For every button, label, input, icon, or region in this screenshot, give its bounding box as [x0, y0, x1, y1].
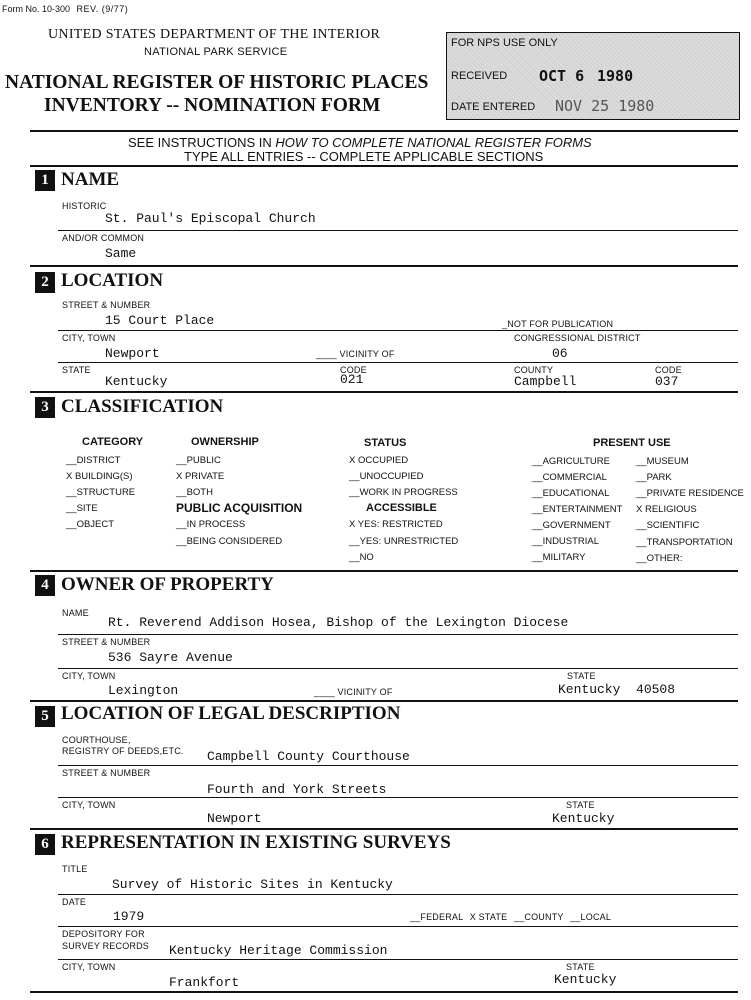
county-option: __COUNTY: [513, 912, 564, 922]
form-rev-text: REV. (9/77): [76, 4, 129, 14]
location-state-value: Kentucky: [105, 374, 168, 389]
section-4-number: 4: [35, 575, 55, 596]
present-use-option: __ENTERTAINMENT: [532, 504, 623, 515]
owner-state-label: STATE: [567, 671, 596, 681]
legal-state-value: Kentucky: [552, 811, 615, 826]
local-option: __LOCAL: [570, 912, 612, 922]
section-1-rule-b: [30, 265, 738, 267]
survey-date-label: DATE: [62, 897, 87, 907]
owner-vicinity: ____ VICINITY OF: [314, 687, 393, 697]
ownership-option: __PUBLIC: [176, 455, 221, 466]
ownership-heading: OWNERSHIP: [191, 436, 259, 448]
section-6-rule-a: [58, 894, 738, 895]
survey-state-label: STATE: [566, 962, 595, 972]
service-name: NATIONAL PARK SERVICE: [144, 46, 288, 58]
department-name: UNITED STATES DEPARTMENT OF THE INTERIOR: [48, 27, 381, 42]
present-use-option: X RELIGIOUS: [636, 504, 697, 515]
federal-option: __FEDERAL: [410, 912, 463, 922]
owner-city-value: Lexington: [108, 683, 179, 698]
courthouse-label-line1: COURTHOUSE,: [62, 735, 131, 745]
section-6-rule-c: [58, 959, 738, 960]
location-county-value: Campbell: [514, 374, 577, 389]
status-option: __UNOCCUPIED: [349, 471, 424, 482]
location-code-value: 021: [340, 372, 364, 387]
depository-label-line1: DEPOSITORY FOR: [62, 929, 145, 939]
legal-street-label: STREET & NUMBER: [62, 768, 151, 778]
legal-state-label: STATE: [566, 800, 595, 810]
acquisition-option: __IN PROCESS: [176, 519, 246, 530]
section-4-title: OWNER OF PROPERTY: [61, 574, 274, 595]
survey-level-options: [410, 912, 611, 922]
survey-title-label: TITLE: [62, 864, 88, 874]
congressional-district-value: 06: [552, 346, 568, 361]
section-5-number: 5: [35, 706, 55, 727]
present-use-option: __MILITARY: [532, 552, 586, 563]
category-option: __DISTRICT: [66, 455, 121, 466]
section-5-rule-b: [58, 797, 738, 798]
instructions-rule: [30, 165, 738, 167]
owner-city-label: CITY, TOWN: [62, 671, 116, 681]
common-label: AND/OR COMMON: [62, 233, 145, 243]
historic-name-value: St. Paul's Episcopal Church: [105, 211, 316, 226]
section-1-title: NAME: [61, 169, 120, 190]
present-use-option: __TRANSPORTATION: [636, 537, 733, 548]
survey-city-value: Frankfort: [169, 975, 240, 990]
date-entered-stamp: NOV 25 1980: [555, 97, 655, 115]
status-option: X OCCUPIED: [349, 455, 409, 466]
location-city-label: CITY, TOWN: [62, 333, 116, 343]
owner-street-value: 536 Sayre Avenue: [108, 650, 233, 665]
ownership-option: X PRIVATE: [176, 471, 225, 482]
location-county-code-label: CODE: [655, 365, 682, 375]
present-use-option: __MUSEUM: [636, 456, 689, 467]
owner-street-label: STREET & NUMBER: [62, 637, 151, 647]
section-5-rule-a: [58, 765, 738, 766]
instructions-line2: TYPE ALL ENTRIES -- COMPLETE APPLICABLE SECTIONS: [184, 149, 544, 164]
state-option: X STATE: [469, 912, 508, 922]
location-street-label: STREET & NUMBER: [62, 300, 151, 310]
section-2-rule-b: [58, 362, 738, 363]
received-date-stamp: OCT 6: [539, 67, 585, 85]
ownership-option: __BOTH: [176, 487, 213, 498]
nps-use-only-label: FOR NPS USE ONLY: [451, 37, 558, 49]
header-rule: [30, 130, 738, 132]
section-2-rule-a: [58, 330, 738, 331]
depository-label-line2: SURVEY RECORDS: [62, 941, 149, 951]
section-1-number: 1: [35, 170, 55, 191]
instructions-line1: [128, 135, 592, 150]
instructions-prefix: SEE INSTRUCTIONS IN: [128, 135, 276, 150]
section-6-rule-b: [58, 926, 738, 927]
location-vicinity: ____ VICINITY OF: [316, 349, 395, 359]
form-title-line2: INVENTORY -- NOMINATION FORM: [44, 95, 381, 116]
section-1-rule-a: [58, 230, 738, 231]
date-entered-label: DATE ENTERED: [451, 101, 536, 113]
status-option: __WORK IN PROGRESS: [349, 487, 458, 498]
location-county-code-value: 037: [655, 374, 679, 389]
category-option: __OBJECT: [66, 519, 115, 530]
status-heading: STATUS: [364, 437, 407, 449]
location-county-label: COUNTY: [514, 365, 554, 375]
location-code-label: CODE: [340, 365, 367, 375]
nps-use-only-box: [446, 32, 740, 120]
section-3-number: 3: [35, 397, 55, 418]
courthouse-label-line2: REGISTRY OF DEEDS,ETC.: [62, 746, 184, 756]
location-street-value: 15 Court Place: [105, 313, 215, 328]
accessible-option: __NO: [349, 552, 374, 563]
section-4-rule-b: [58, 668, 738, 669]
section-6-rule-d: [30, 991, 738, 993]
present-use-option: __INDUSTRIAL: [532, 536, 600, 547]
legal-city-label: CITY, TOWN: [62, 800, 116, 810]
accessible-heading: ACCESSIBLE: [366, 502, 437, 514]
form-title-line1: NATIONAL REGISTER OF HISTORIC PLACES: [5, 72, 429, 93]
accessible-option: X YES: RESTRICTED: [349, 519, 443, 530]
public-acquisition-heading: PUBLIC ACQUISITION: [176, 501, 303, 515]
survey-date-value: 1979: [113, 909, 145, 924]
historic-label: HISTORIC: [62, 201, 107, 211]
section-4-rule-a: [58, 634, 738, 635]
section-2-title: LOCATION: [61, 270, 164, 291]
section-5-title: LOCATION OF LEGAL DESCRIPTION: [61, 703, 401, 724]
present-use-option: __AGRICULTURE: [532, 456, 610, 467]
courthouse-value: Campbell County Courthouse: [207, 749, 410, 764]
category-option: __SITE: [66, 503, 98, 514]
present-use-option: __PARK: [636, 472, 672, 483]
form-number: [2, 4, 128, 14]
present-use-option: __PRIVATE RESIDENCE: [636, 488, 744, 499]
owner-state-value: Kentucky 40508: [558, 682, 676, 697]
accessible-option: __YES: UNRESTRICTED: [349, 536, 459, 547]
received-year-stamp: 1980: [597, 67, 634, 85]
category-option: __STRUCTURE: [66, 487, 136, 498]
location-vicinity-text: VICINITY OF: [339, 349, 395, 359]
section-6-number: 6: [35, 834, 55, 855]
common-name-value: Same: [105, 246, 137, 261]
category-heading: CATEGORY: [82, 436, 144, 448]
section-2-number: 2: [35, 272, 55, 293]
owner-name-label: NAME: [62, 608, 89, 618]
owner-name-value: Rt. Reverend Addison Hosea, Bishop of the Lexington Diocese: [108, 615, 569, 630]
form-no-text: Form No. 10-300: [2, 4, 71, 14]
acquisition-option: __BEING CONSIDERED: [176, 536, 283, 547]
section-3-title: CLASSIFICATION: [61, 396, 224, 417]
present-use-option: __COMMERCIAL: [532, 472, 607, 483]
section-3-rule: [30, 570, 738, 572]
section-2-rule-c: [30, 391, 738, 393]
present-use-option: __GOVERNMENT: [532, 520, 611, 531]
section-5-rule-c: [30, 828, 738, 830]
location-city-value: Newport: [105, 346, 160, 361]
present-use-option: __OTHER:: [636, 553, 683, 564]
present-use-option: __EDUCATIONAL: [532, 488, 610, 499]
depository-value: Kentucky Heritage Commission: [169, 943, 388, 958]
present-use-option: __SCIENTIFIC: [636, 520, 700, 531]
owner-vicinity-text: VICINITY OF: [337, 687, 393, 697]
survey-city-label: CITY, TOWN: [62, 962, 116, 972]
legal-city-value: Newport: [207, 811, 262, 826]
location-state-label: STATE: [62, 365, 91, 375]
congressional-district-label: CONGRESSIONAL DISTRICT: [514, 333, 641, 343]
section-6-title: REPRESENTATION IN EXISTING SURVEYS: [61, 832, 451, 853]
survey-state-value: Kentucky: [554, 972, 617, 987]
instructions-emphasis: HOW TO COMPLETE NATIONAL REGISTER FORMS: [275, 135, 592, 150]
not-for-publication: _NOT FOR PUBLICATION: [502, 319, 614, 329]
section-4-rule-c: [30, 700, 738, 702]
received-label: RECEIVED: [451, 70, 508, 82]
present-use-heading: PRESENT USE: [593, 437, 671, 449]
survey-title-value: Survey of Historic Sites in Kentucky: [112, 877, 393, 892]
category-option: X BUILDING(S): [66, 471, 133, 482]
legal-street-value: Fourth and York Streets: [207, 782, 387, 797]
